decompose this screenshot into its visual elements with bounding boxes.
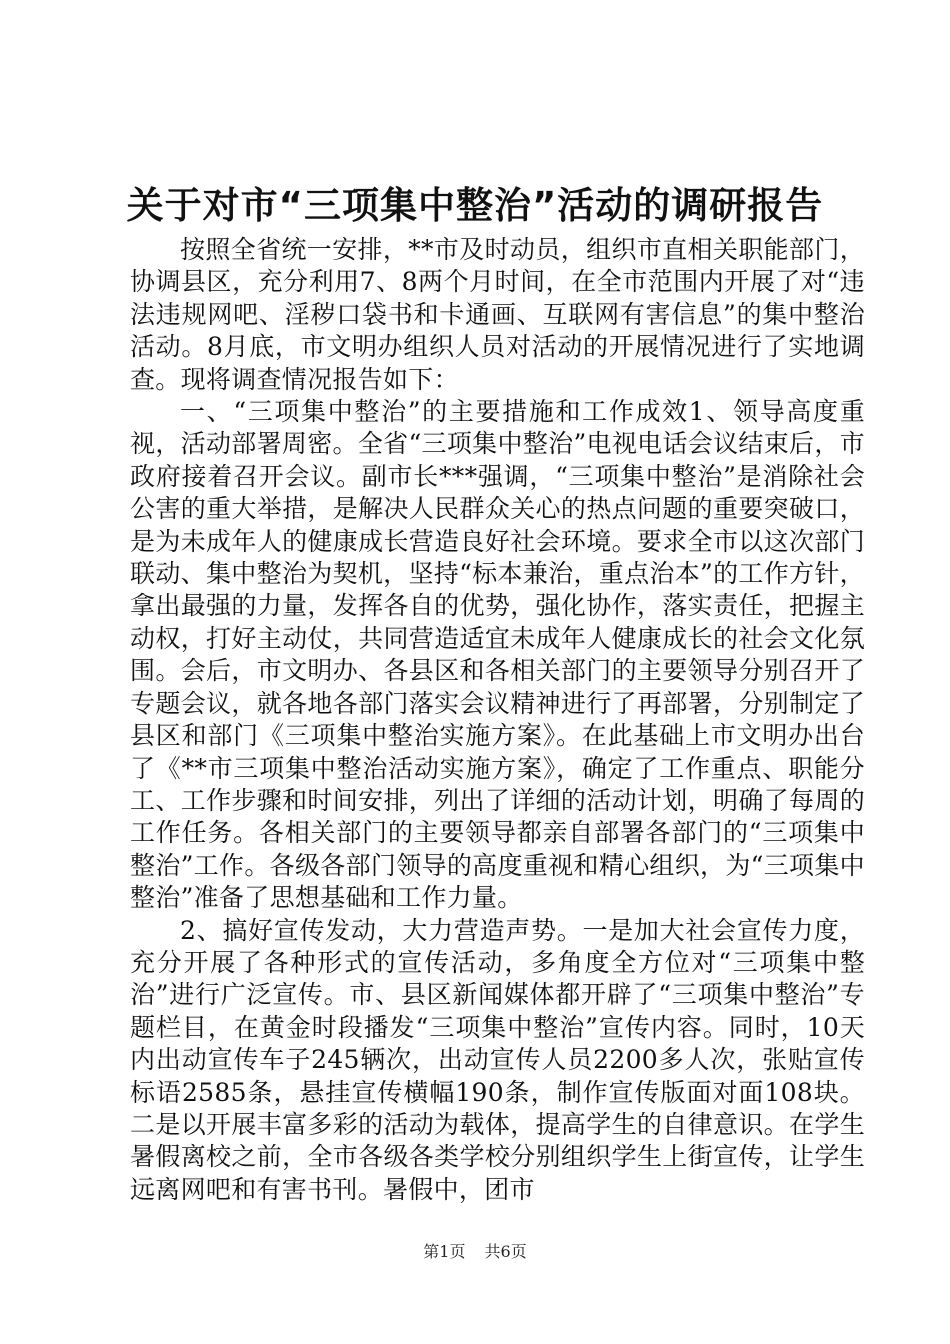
page-number: 第1页	[423, 1242, 466, 1261]
document-title: 关于对市“三项集中整治”活动的调研报告	[126, 184, 824, 227]
page-total: 共6页	[484, 1242, 527, 1261]
publicity-paragraph: 2、搞好宣传发动，大力营造声势。一是加大社会宣传力度，充分开展了各种形式的宣传活动，多角度全方位对“三项集中整治”进行广泛宣传。市、县区新闻媒体都开辟了“三项集中整治”专题栏目，在黄金时段播发“三项集中整治”宣传内容。同时，10天内出动宣传车子245辆次，出动宣传人员2200多人次，张贴宣传标语2585条，悬挂宣传横幅190条，制作宣传版面对面108块。二是以开展丰富多彩的活动为载体，提高学生的自律意识。在学生暑假离校之前，全市各级各类学校分别组织学生上街宣传，让学生远离网吧和有害书刊。暑假中，团市	[130, 915, 866, 1204]
document-body	[130, 234, 865, 1206]
intro-paragraph: 按照全省统一安排，**市及时动员，组织市直相关职能部门，协调县区，充分利用7、8两个月时间，在全市范围内开展了对“违法违规网吧、淫秽口袋书和卡通画、互联网有害信息”的集中整治活动。8月底，市文明办组织人员对活动的开展情况进行了实地调查。现将调查情况报告如下：	[130, 235, 865, 394]
section-one-paragraph: 一、“三项集中整治”的主要措施和工作成效1、领导高度重视，活动部署周密。全省“三项集中整治”电视电话会议结束后，市政府接着召开会议。副市长***强调，“三项集中整治”是消除社会公害的重大举措，是解决人民群众关心的热点问题的重要突破口，是为未成年人的健康成长营造良好社会环境。要求全市以这次部门联动、集中整治为契机，坚持“标本兼治，重点治本”的工作方针，拿出最强的力量，发挥各自的优势，强化协作，落实责任，把握主动权，打好主动仗，共同营造适宜未成年人健康成长的社会文化氛围。会后，市文明办、各县区和各相关部门的主要领导分别召开了专题会议，就各地各部门落实会议精神进行了再部署，分别制定了县区和部门《三项集中整治实施方案》。在此基础上市文明办出台了《**市三项集中整治活动实施方案》，确定了工作重点、职能分工、工作步骤和时间安排，列出了详细的活动计划，明确了每周的工作任务。各相关部门的主要领导都亲自部署各部门的“三项集中整治”工作。各级各部门领导的高度重视和精心组织，为“三项集中整治”准备了思想基础和工作力量。	[130, 397, 865, 913]
page-footer	[0, 1240, 950, 1264]
